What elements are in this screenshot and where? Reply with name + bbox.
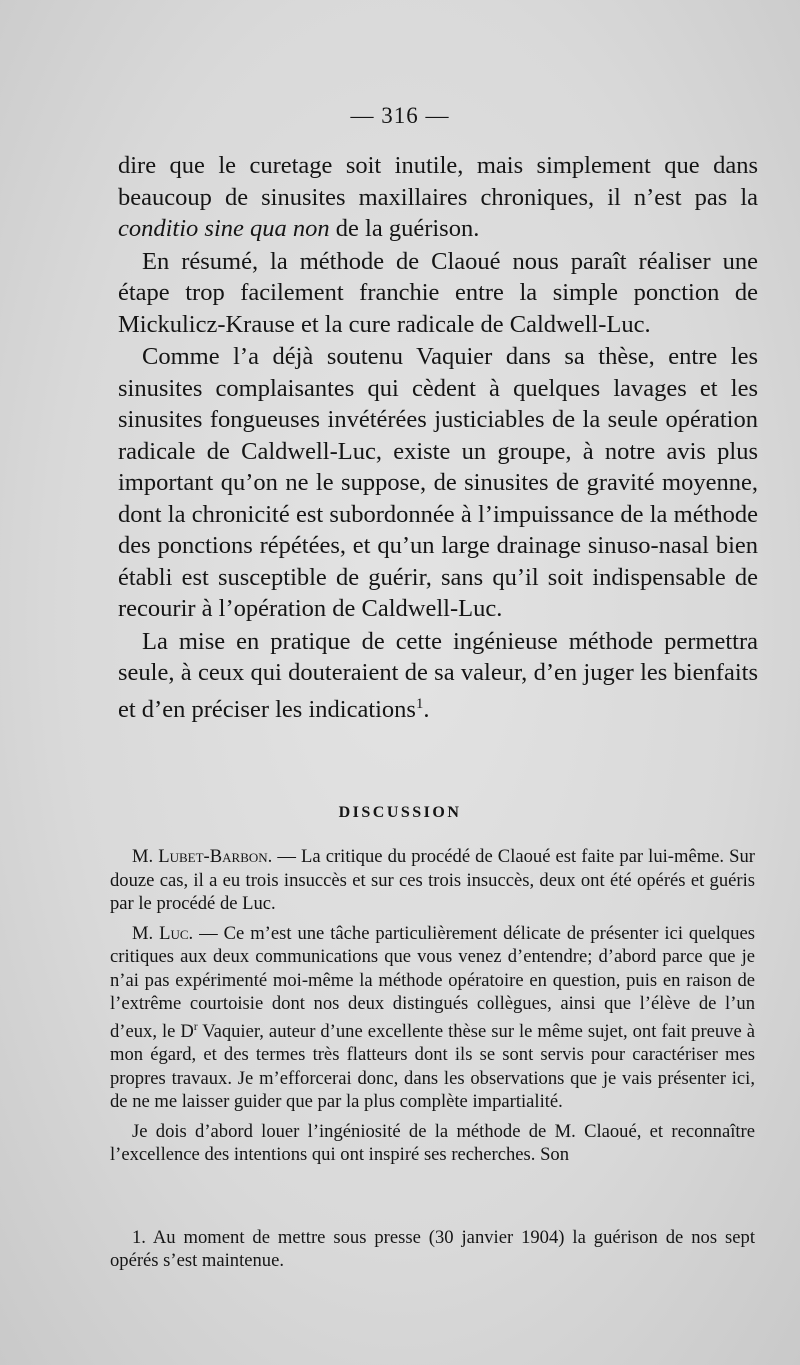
superscript: r [193, 1020, 198, 1033]
italic-phrase: conditio sine qua non [118, 215, 330, 242]
paragraph: En résumé, la méthode de Claoué nous paraît réaliser une étape trop facilement franchie entre la simple ponction de Mickulicz-Krause et la cure radicale de Caldwell-Luc. [118, 247, 758, 338]
discussion-text [110, 845, 755, 1173]
discussion-paragraph: Je dois d’abord louer l’ingéniosité de la méthode de M. Claoué, et reconnaître l’excellence des intentions qui ont inspiré ses recherches. Son [110, 1120, 755, 1166]
speaker-name: M. Lubet-Barbon. [132, 846, 273, 867]
main-text [118, 150, 758, 725]
speaker-name: M. Luc. [132, 922, 194, 944]
footnote-reference: 1 [415, 695, 424, 712]
footnote-mark: 1. [132, 1227, 146, 1248]
footnote [110, 1226, 755, 1272]
section-heading: DISCUSSION [338, 804, 462, 821]
paragraph: La mise en pratique de cette ingénieuse méthode permettra seule, à ceux qui douteraient de sa valeur, d’en juger les bienfaits et d’en préciser les indications$^1$. [118, 627, 758, 723]
discussion-paragraph: M. Lubet-Barbon. — La critique du procédé de Claoué est faite par lui-même. Sur douze cas, il a eu trois insuccès et sur ces trois insuccès, deux ont été opérés et guéris par le procédé de Luc. [110, 846, 755, 914]
paragraph: dire que le curetage soit inutile, mais simplement que dans beaucoup de sinusites maxillaires chroniques, il n’est pas la conditio sine qua non de la guérison. [118, 152, 758, 242]
page-number: — 316 — [350, 103, 450, 128]
footnote-text: Au moment de mettre sous presse (30 janvier 1904) la guérison de nos sept opérés s’est maintenue. [110, 1227, 755, 1271]
paragraph: Comme l’a déjà soutenu Vaquier dans sa thèse, entre les sinusites complaisantes qui cèdent à quelques lavages et les sinusites fongueuses invétérées justiciables de la seule opération radicale de Caldwell-Luc, existe un groupe, à notre avis plus important qu’on ne le suppose, de sinusites de gravité moyenne, dont la chronicité est subordonnée à l’impuissance de la méthode des ponctions répétées, et qu’un large drainage sinuso-nasal bien établi est susceptible de guérir, sans qu’il soit indispensable de recourir à l’opération de Caldwell-Luc. [118, 343, 758, 622]
discussion-paragraph: M. Luc. — Ce m’est une tâche particulièrement délicate de présenter ici quelques critiques aux deux communications que vous venez d’entendre; d’abord parce que je n’ai pas expérimenté moi-même la méthode opératoire en question, puis en raison de l’extrême courtoisie dont nos deux distingués collègues, ainsi que l’élève de l’un d’eux, le $D^r$ Vaquier, auteur d’une excellente thèse sur le même sujet, ont fait preuve à mon égard, et des termes très flatteurs dont ils se sont servis pour caractériser mes propres travaux. Je m’efforcerai donc, dans les observations que je vais présenter ici, de ne me laisser guider que par la plus complète impartialité. [110, 922, 756, 1113]
